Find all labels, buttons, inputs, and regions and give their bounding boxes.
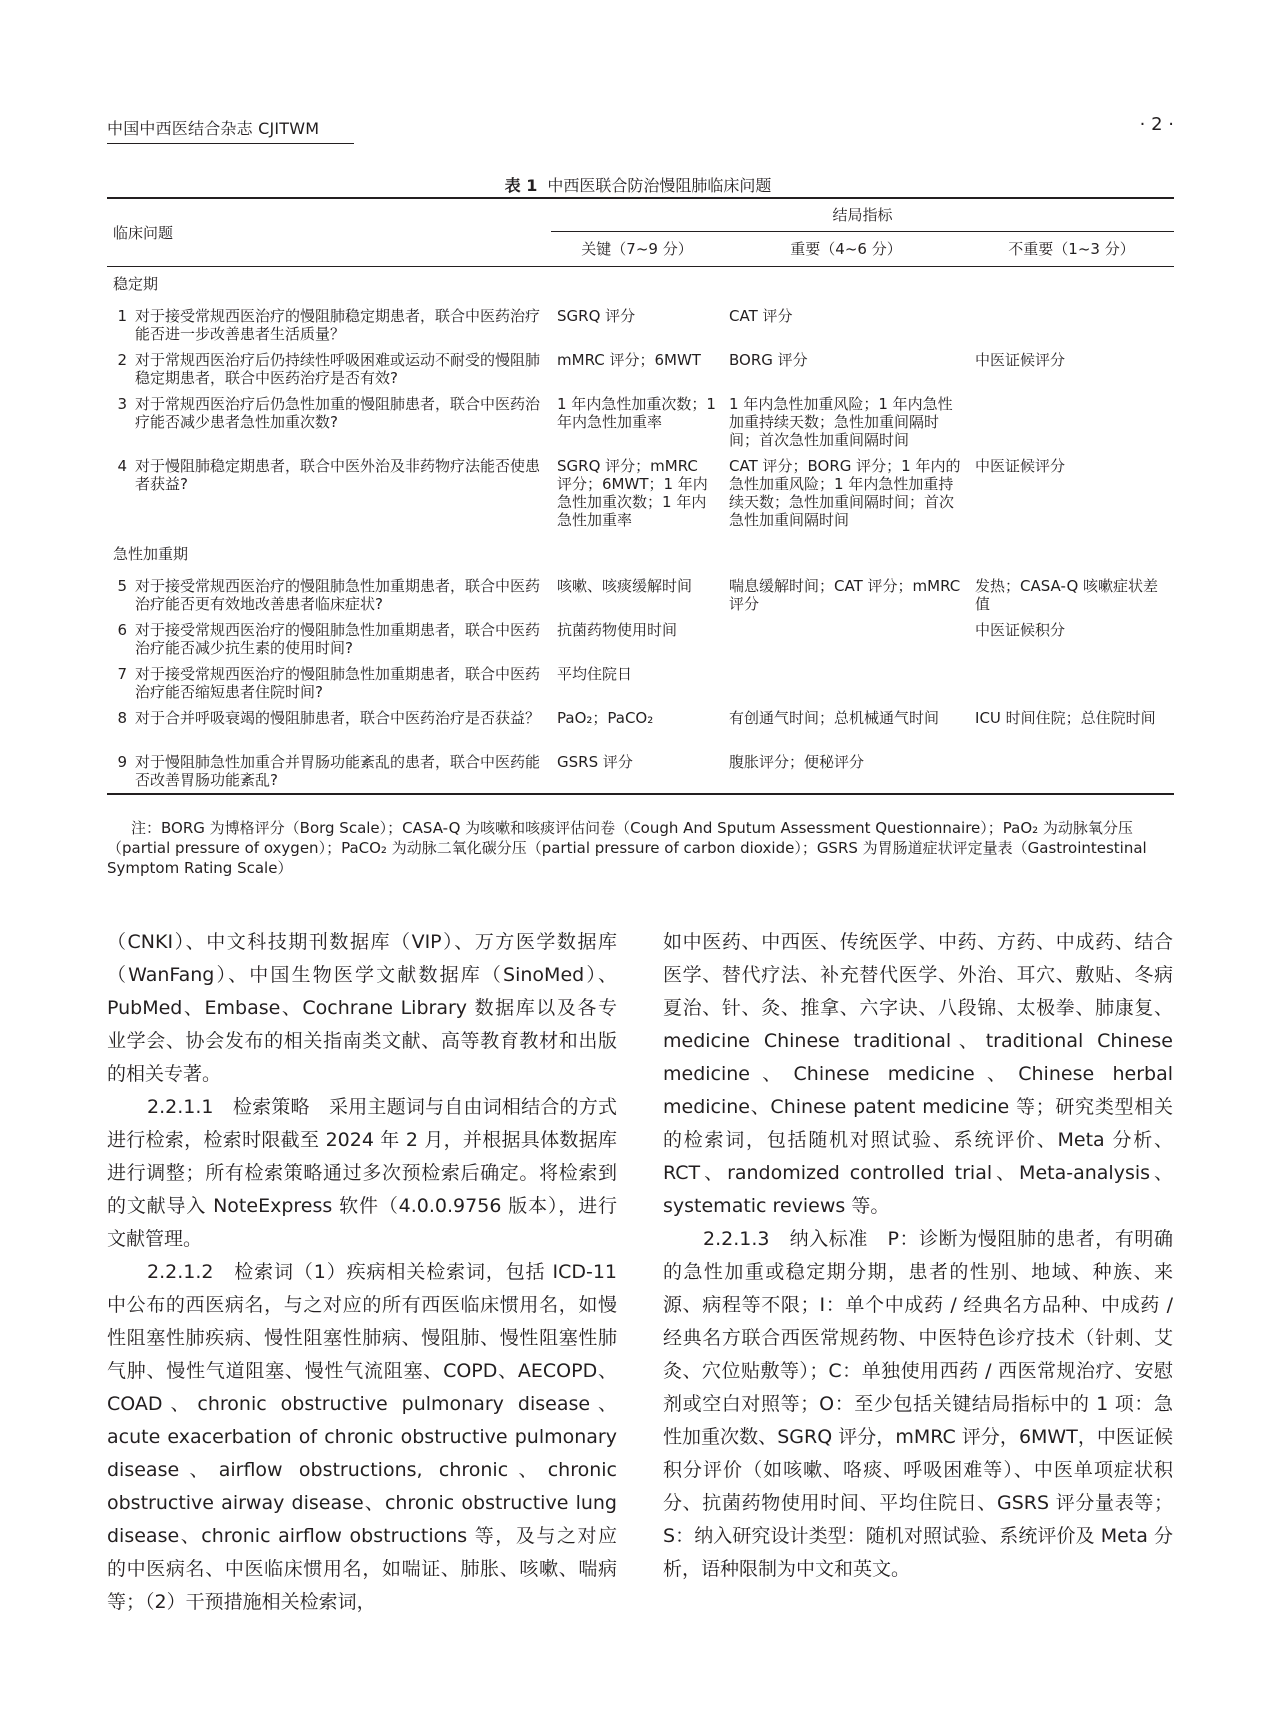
question-cell: 对于接受常规西医治疗的慢阻肺急性加重期患者，联合中医药治疗能否缩短患者住院时间? bbox=[135, 665, 541, 701]
question-cell: 对于接受常规西医治疗的慢阻肺急性加重期患者，联合中医药治疗能否更有效地改善患者临床症状? bbox=[135, 577, 541, 613]
unimportant-cell bbox=[969, 753, 1174, 794]
paragraph: 2.2.1.3 纳入标准 P：诊断为慢阻肺的患者，有明确的急性加重或稳定期分期，患者的性别、地域、种族、来源、病程等不限；I：单个中成药 / 经典名方品种、中成药 / 经典名方联合西医常规药物、中医特色诊疗技术（针刺、艾灸、穴位贴敷等）；C：单独使用西药 / 西医常规治疗、安慰剂或空白对照等；O：至少包括关键结局指标中的 1 项：急性加重次数、SGRQ 评分，mMRC 评分，6MWT，中医证候积分评价（如咳嗽、咯痰、呼吸困难等）、中医单项症状积分、抗菌药物使用时间、平均住院日、GSRS 评分量表等；S：纳入研究设计类型：随机对照试验、系统评价及 Meta 分析，语种限制为中文和英文。 bbox=[663, 1228, 1173, 1580]
important-cell: 喘息缓解时间；CAT 评分；mMRC 评分 bbox=[729, 577, 961, 613]
header-unimportant: 不重要（1~3 分） bbox=[969, 232, 1174, 267]
question-cell: 对于常规西医治疗后仍急性加重的慢阻肺患者，联合中医药治疗能否减少患者急性加重次数? bbox=[135, 395, 541, 431]
paragraph: （CNKI）、中文科技期刊数据库（VIP）、万方医学数据库（WanFang）、中国生物医学文献数据库（SinoMed）、PubMed、Embase、Cochrane Library 数据库以及各专业学会、协会发布的相关指南类文献、高等教育教材和出版的相关专著。 bbox=[107, 931, 617, 1085]
unimportant-cell: 中医证候评分 bbox=[975, 351, 1066, 369]
paragraph: 如中医药、中西医、传统医学、中药、方药、中成药、结合医学、替代疗法、补充替代医学、外治、耳穴、敷贴、冬病夏治、针、灸、推拿、六字诀、八段锦、太极拳、肺康复、medicine Chinese traditional、traditional Chinese medicine、Chinese medicine、Chinese herbal medicine、Chinese patent medicine 等；研究类型相关的检索词，包括随机对照试验、系统评价、Meta 分析、RCT、randomized controlled trial、Meta-analysis、systematic reviews 等。 bbox=[663, 931, 1173, 1217]
important-cell: 有创通气时间；总机械通气时间 bbox=[729, 709, 940, 727]
critical-cell: PaO₂；PaCO₂ bbox=[557, 709, 654, 727]
row-number: 4 bbox=[117, 457, 127, 475]
question-cell: 对于慢阻肺急性加重合并胃肠功能紊乱的患者，联合中医药能否改善胃肠功能紊乱? bbox=[129, 753, 551, 794]
header-critical: 关键（7~9 分） bbox=[551, 232, 723, 267]
header-outcome: 结局指标 bbox=[551, 198, 1174, 232]
critical-cell: 平均住院日 bbox=[557, 665, 633, 683]
table-caption bbox=[0, 173, 1276, 196]
unimportant-cell: ICU 时间住院；总住院时间 bbox=[975, 709, 1156, 727]
table-row bbox=[107, 709, 1174, 753]
critical-cell: 1 年内急性加重次数；1 年内急性加重率 bbox=[557, 395, 716, 431]
table-row bbox=[107, 621, 1174, 665]
table-label: 表 1 bbox=[504, 176, 538, 195]
table-row bbox=[107, 307, 1174, 351]
question-cell: 对于常规西医治疗后仍持续性呼吸困难或运动不耐受的慢阻肺稳定期患者，联合中医药治疗是否有效? bbox=[135, 351, 541, 387]
unimportant-cell: 中医证候评分 bbox=[975, 457, 1066, 475]
row-number: 5 bbox=[117, 577, 127, 595]
row-number: 9 bbox=[107, 753, 129, 794]
table-title: 中西医联合防治慢阻肺临床问题 bbox=[547, 176, 772, 195]
important-cell: 腹胀评分；便秘评分 bbox=[723, 753, 969, 794]
unimportant-cell bbox=[969, 395, 1174, 457]
important-cell bbox=[723, 665, 969, 709]
left-column bbox=[107, 926, 617, 1619]
important-cell: 1 年内急性加重风险；1 年内急性加重持续天数；急性加重间隔时间；首次急性加重间隔时间 bbox=[729, 395, 953, 449]
paragraph: 2.2.1.2 检索词（1）疾病相关检索词，包括 ICD-11 中公布的西医病名，与之对应的所有西医临床惯用名，如慢性阻塞性肺疾病、慢性阻塞性肺病、慢阻肺、慢性阻塞性肺气肿、慢性气道阻塞、慢性气流阻塞、COPD、AECOPD、COAD、chronic obstructive pulmonary disease、acute exacerbation of chronic obstructive pulmonary disease、airflow obstructions, chronic、chronic obstructive airway disease、chronic obstructive lung disease、chronic airflow obstructions 等，及与之对应的中医病名、中医临床惯用名，如喘证、肺胀、咳嗽、喘病等；（2）干预措施相关检索词， bbox=[107, 1261, 617, 1613]
clinical-questions-table bbox=[107, 197, 1174, 795]
table-row bbox=[107, 351, 1174, 395]
row-number: 6 bbox=[117, 621, 127, 639]
right-column bbox=[663, 926, 1173, 1586]
critical-cell: 抗菌药物使用时间 bbox=[557, 621, 678, 639]
unimportant-cell bbox=[969, 665, 1174, 709]
header-question: 临床问题 bbox=[107, 198, 551, 267]
important-cell: CAT 评分；BORG 评分；1 年内的急性加重风险；1 年内急性加重持续天数；急性加重间隔时间；首次急性加重间隔时间 bbox=[729, 457, 961, 529]
row-number: 2 bbox=[117, 351, 127, 369]
table-row bbox=[107, 395, 1174, 457]
unimportant-cell bbox=[969, 307, 1174, 351]
critical-cell: mMRC 评分；6MWT bbox=[557, 351, 701, 369]
table-row bbox=[107, 577, 1174, 621]
section-acute: 急性加重期 bbox=[113, 545, 189, 563]
critical-cell: 咳嗽、咳痰缓解时间 bbox=[557, 577, 693, 595]
question-cell: 对于合并呼吸衰竭的慢阻肺患者，联合中医药治疗是否获益？ bbox=[135, 709, 541, 727]
question-cell: 对于接受常规西医治疗的慢阻肺稳定期患者，联合中医药治疗能否进一步改善患者生活质量？ bbox=[135, 307, 541, 343]
important-cell: BORG 评分 bbox=[729, 351, 808, 369]
row-number: 7 bbox=[117, 665, 127, 683]
question-cell: 对于慢阻肺稳定期患者，联合中医外治及非药物疗法能否使患者获益? bbox=[135, 457, 541, 493]
table-note: 注：BORG 为博格评分（Borg Scale）；CASA-Q 为咳嗽和咳痰评估问卷（Cough And Sputum Assessment Questionnaire）；PaO₂ 为动脉氧分压（partial pressure of oxygen）；PaCO₂ 为动脉二氧化碳分压（partial pressure of carbon dioxide）；GSRS 为胃肠道症状评定量表（Gastrointestinal Symptom Rating Scale） bbox=[107, 819, 1147, 877]
row-number: 3 bbox=[117, 395, 127, 413]
row-number: 1 bbox=[117, 307, 127, 325]
question-cell: 对于接受常规西医治疗的慢阻肺急性加重期患者，联合中医药治疗能否减少抗生素的使用时间? bbox=[135, 621, 541, 657]
table-row bbox=[107, 753, 1174, 794]
row-number: 8 bbox=[117, 709, 127, 727]
journal-title: 中国中西医结合杂志 CJITWM bbox=[107, 116, 354, 144]
paragraph: 2.2.1.1 检索策略 采用主题词与自由词相结合的方式进行检索，检索时限截至 2024 年 2 月，并根据具体数据库进行调整；所有检索策略通过多次预检索后确定。将检索到的文献导入 NoteExpress 软件（4.0.0.9756 版本），进行文献管理。 bbox=[107, 1096, 617, 1250]
critical-cell: SGRQ 评分；mMRC 评分；6MWT；1 年内急性加重次数；1 年内急性加重率 bbox=[557, 457, 708, 529]
unimportant-cell: 中医证候积分 bbox=[975, 621, 1066, 639]
important-cell bbox=[723, 621, 969, 665]
page-header bbox=[107, 116, 1174, 140]
table-row bbox=[107, 457, 1174, 537]
critical-cell: GSRS 评分 bbox=[551, 753, 723, 794]
section-stable: 稳定期 bbox=[113, 275, 159, 293]
header-important: 重要（4~6 分） bbox=[723, 232, 969, 267]
unimportant-cell: 发热；CASA-Q 咳嗽症状差值 bbox=[975, 577, 1159, 613]
important-cell: CAT 评分 bbox=[729, 307, 793, 325]
page-number: · 2 · bbox=[1139, 114, 1174, 135]
table-row bbox=[107, 665, 1174, 709]
critical-cell: SGRQ 评分 bbox=[557, 307, 636, 325]
